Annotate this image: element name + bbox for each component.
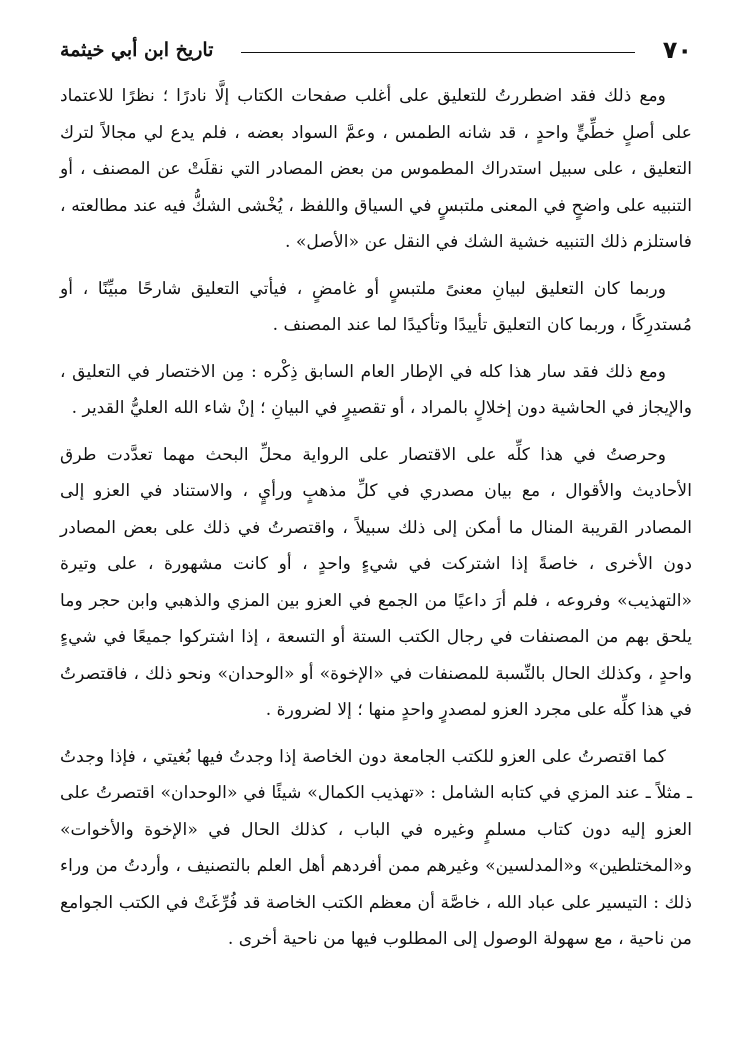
body-text xyxy=(60,78,692,958)
paragraph-3: ومع ذلك فقد سار هذا كله في الإطار العام السابق ذِكْره : مِن الاختصار في التعليق ، والإيجاز في الحاشية دون إخلالٍ بالمراد ، أو تقصيرٍ في البيانِ ؛ إنْ شاء الله العليُّ القدير . xyxy=(60,361,692,418)
book-title: تاريخ ابن أبي خيثمة xyxy=(60,39,214,61)
paragraph-2: وربما كان التعليق لبيانِ معنىً ملتبسٍ أو غامضٍ ، فيأتي التعليق شارحًا مبيِّنًا ، أو مُستدرِكًا ، وربما كان التعليق تأييدًا وتأكيدًا لما عند المصنف . xyxy=(60,278,692,335)
paragraph-4: وحرصتُ في هذا كلِّه على الاقتصار على الرواية محلِّ البحث مهما تعدَّدت طرق الأحاديث والأقوال ، مع بيان مصدري في كلِّ مذهبٍ ورأيٍ ، والاستناد في العزو إلى المصادر القريبة المنال ما أمكن إلى ذلك سبيلاً ، واقتصرتُ في ذلك على بعض المصادر دون الأخرى ، خاصةً إذا اشتركت في شيءٍ واحدٍ ، أو كانت مشهورة ، على وتيرة «التهذيب» وفروعه ، فلم أرَ داعيًا من الجمع في العزو بين المزي والذهبي وابن حجر وما يلحق بهم من المصنفات في رجال الكتب الستة أو التسعة ، إذا اشتركوا جميعًا في شيءٍ واحدٍ ، وكذلك الحال بالنِّسبة للمصنفات في «الإخوة» أو «الوحدان» ونحو ذلك ، فاقتصرتُ في هذا كلِّه على مجرد العزو لمصدرٍ واحدٍ منها ؛ إلا لضرورة . xyxy=(60,444,692,720)
page-number: ٧٠ xyxy=(662,36,692,64)
book-page xyxy=(60,30,692,1040)
running-head xyxy=(60,30,692,70)
header-rule xyxy=(241,52,634,53)
paragraph-5: كما اقتصرتُ على العزو للكتب الجامعة دون الخاصة إذا وجدتُ فيها بُغيتي ، فإذا وجدتُ ـ مثلاً ـ عند المزي في كتابه الشامل : «تهذيب الكمال» شيئًا في «الوحدان» اقتصرتُ على العزو إليه دون كتاب مسلمٍ وغيره في الباب ، كذلك الحال في «الإخوة والأخوات» و«المختلطين» و«المدلسين» وغيرهم ممن أفردهم أهل العلم بالتصنيف ، وأردتُ من وراء ذلك : التيسير على عباد الله ، خاصَّة أن معظم الكتب الخاصة قد فُرِّغَتْ في الكتب الجوامع من ناحية ، مع سهولة الوصول إلى المطلوب فيها من ناحية أخرى . xyxy=(60,746,692,949)
paragraph-1: ومع ذلك فقد اضطررتُ للتعليق على أغلب صفحات الكتاب إلَّا نادرًا ؛ نظرًا للاعتماد على أصلٍ خطِّيٍّ واحدٍ ، قد شانه الطمس ، وعمَّ السواد بعضه ، فلم يدع لي مجالاً لترك التعليق ، على سبيل استدراك المطموس من بعض المصادر التي نقلَتْ عن المصنف ، أو التنبيه على واضحٍ في المعنى ملتبسٍ في السياق واللفظ ، يُخْشى الشكُّ فيه عند مطالعته ، فاستلزم ذلك التنبيه خشية الشك في النقل عن «الأصل» . xyxy=(60,86,692,252)
